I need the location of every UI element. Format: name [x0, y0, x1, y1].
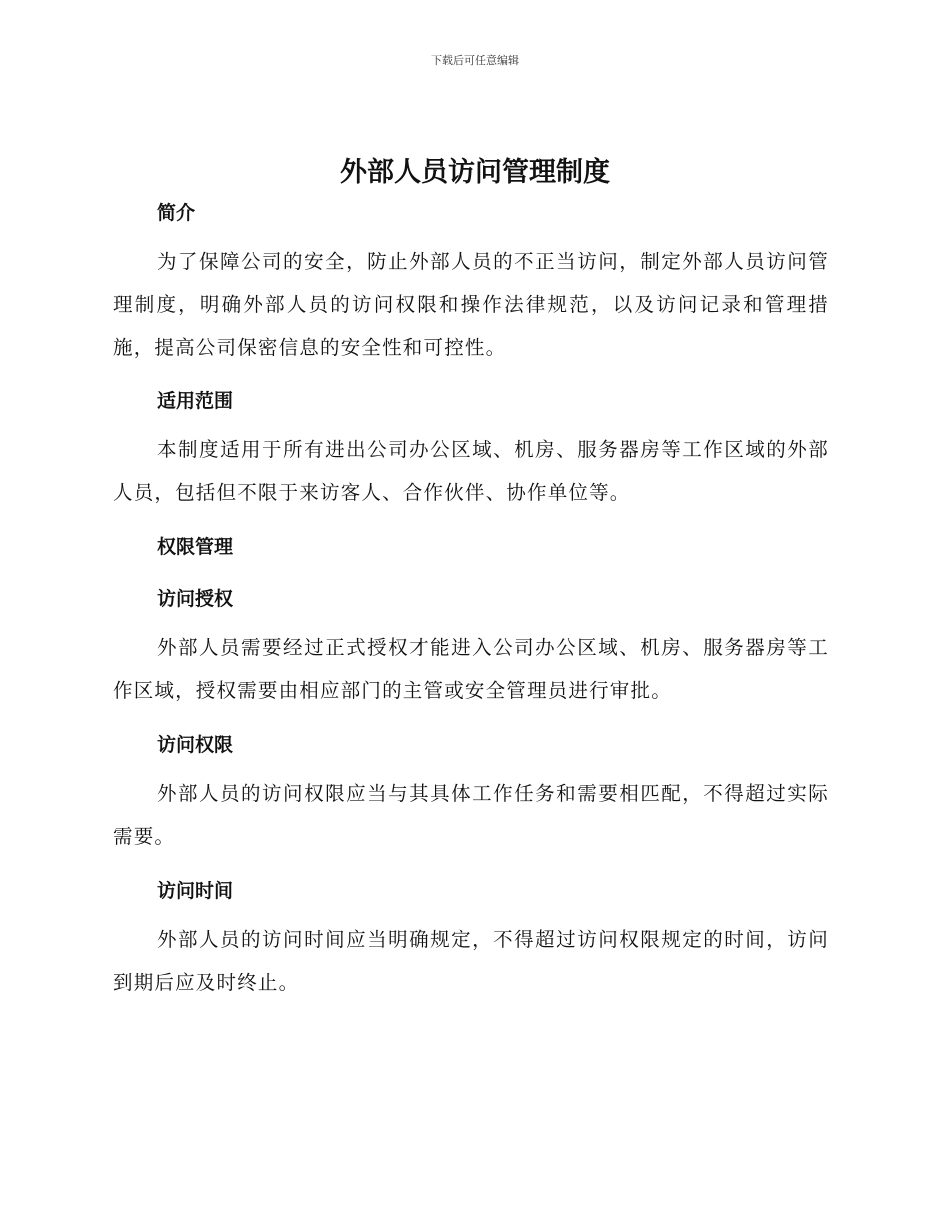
section-heading-permission-management: 权限管理: [157, 536, 234, 558]
section-heading-intro: 简介: [157, 202, 196, 224]
document-title: 外部人员访问管理制度: [340, 157, 610, 188]
section-heading-scope: 适用范围: [157, 390, 234, 412]
section-body-scope: 本制度适用于所有进出公司办公区域、机房、服务器房等工作区域的外部人员，包括但不限于来访客人、合作伙伴、协作单位等。: [113, 438, 829, 504]
section-body-access-time: 外部人员的访问时间应当明确规定，不得超过访问权限规定的时间，访问到期后应及时终止。: [113, 928, 829, 994]
section-body-access-rights: 外部人员的访问权限应当与其具体工作任务和需要相匹配，不得超过实际需要。: [113, 782, 829, 848]
section-heading-access-authorization: 访问授权: [157, 588, 234, 610]
section-heading-access-rights: 访问权限: [157, 734, 234, 756]
section-heading-access-time: 访问时间: [157, 880, 234, 902]
section-body-intro: 为了保障公司的安全，防止外部人员的不正当访问，制定外部人员访问管理制度，明确外部人员的访问权限和操作法律规范，以及访问记录和管理措施，提高公司保密信息的安全性和可控性。: [113, 250, 829, 359]
page-header-note: 下载后可任意编辑: [431, 54, 519, 67]
section-body-access-authorization: 外部人员需要经过正式授权才能进入公司办公区域、机房、服务器房等工作区域，授权需要由相应部门的主管或安全管理员进行审批。: [113, 636, 829, 702]
